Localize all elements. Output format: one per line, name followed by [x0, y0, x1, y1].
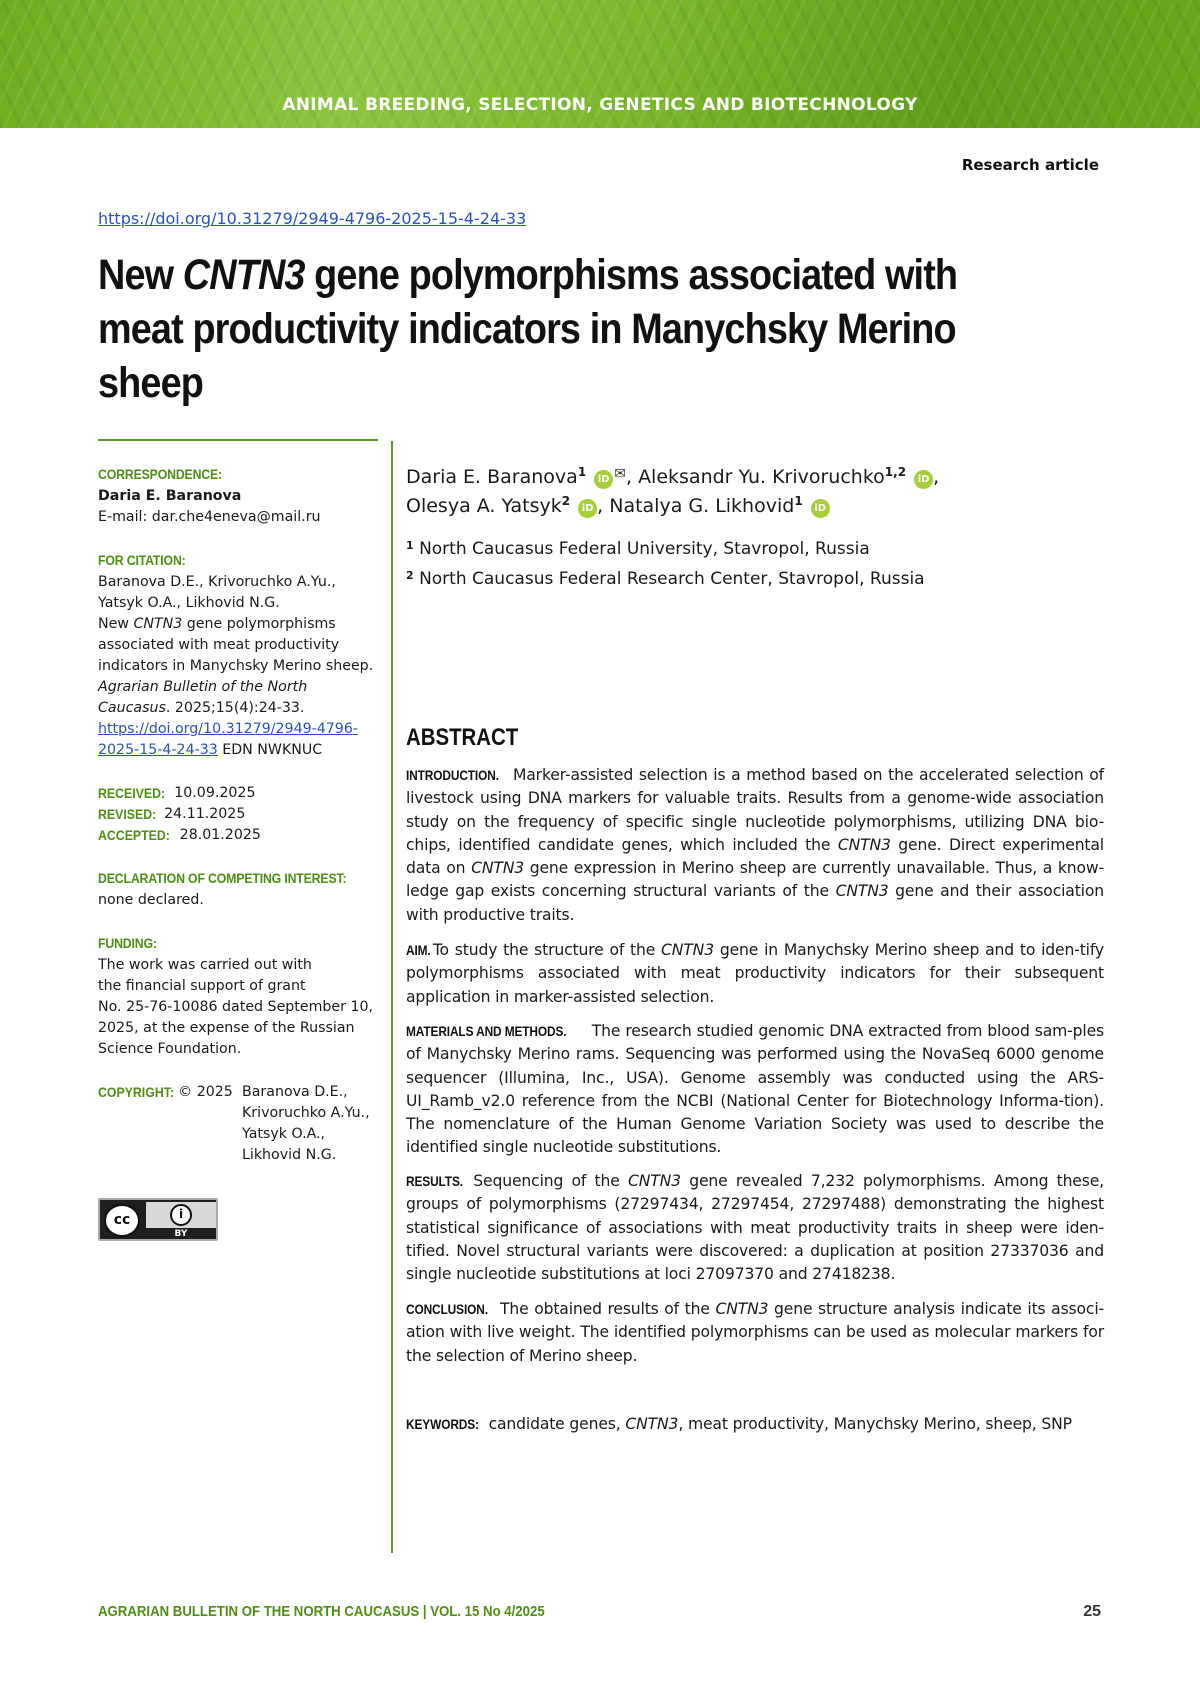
- revised-row: [98, 804, 380, 825]
- gene-name: CNTN3: [715, 1300, 769, 1318]
- affiliation-number: 2: [406, 569, 414, 582]
- cc-by-license-badge[interactable]: [98, 1198, 218, 1241]
- funding-line: No. 25-76-10086 dated September 10,: [98, 999, 374, 1015]
- conclusion-text: gene structure analysis indicate its associ-ation with live weight. The identified polymorphisms can be used as molecular markers for the selection of Merino sheep.: [406, 1300, 1104, 1365]
- orcid-icon[interactable]: iD: [811, 499, 830, 518]
- abstract-aim: [406, 939, 1104, 1009]
- methods-text: The research studied genomic DNA extracted from blood sam-ples of Manychsky Merino rams. Sequencing was performed using the NovaSeq 6000 genome sequencer (Illumina, Inc., USA). Genome assembly was conducted using the ARS-UI_Ramb_v2.0 reference from the NCBI (National Center for Biotechnology Informa-tion). The nomenclature of the Human Genome Variation Society was used to describe the identified single nucleotide substitutions.: [406, 1022, 1104, 1157]
- gene-name: CNTN3: [835, 882, 889, 901]
- received-label: RECEIVED:: [98, 785, 166, 801]
- copyright-year: © 2025: [178, 1084, 233, 1100]
- envelope-icon[interactable]: ✉: [614, 466, 626, 482]
- footer-journal-info: AGRARIAN BULLETIN OF THE NORTH CAUCASUS | VOL. 15 No 4/2025: [98, 1603, 545, 1620]
- article-type-label: Research article: [961, 156, 1099, 174]
- author-affiliation-sup: 1: [577, 465, 587, 479]
- author-affiliation-sup: 1: [794, 494, 803, 508]
- copyright-holder: Baranova D.E.,: [242, 1084, 348, 1100]
- received-date: 10.09.2025: [174, 785, 256, 801]
- column-divider: [391, 441, 393, 1553]
- author-name: Aleksandr Yu. Krivoruchko: [638, 466, 885, 488]
- citation-journal: Agrarian Bulletin of the North Caucasus: [98, 679, 308, 716]
- aim-label: AIM.: [406, 942, 431, 958]
- page-number: 25: [1083, 1603, 1101, 1620]
- abstract-methods: [406, 1020, 1104, 1160]
- sidebar: [98, 464, 380, 1166]
- declaration-text: none declared.: [98, 892, 204, 908]
- funding-line: Science Foundation.: [98, 1041, 242, 1057]
- copyright-holders: [242, 1082, 370, 1166]
- gene-name: CNTN3: [625, 1415, 679, 1433]
- dates-block: [98, 783, 380, 846]
- affiliation-1: [406, 538, 1106, 560]
- received-row: [98, 783, 380, 804]
- keywords-label: KEYWORDS:: [406, 1416, 479, 1432]
- abstract-introduction: [406, 764, 1104, 927]
- author-name: Natalya G. Likhovid: [609, 495, 795, 517]
- abstract-results: [406, 1170, 1104, 1286]
- funding-heading: FUNDING:: [98, 935, 157, 951]
- accepted-row: [98, 825, 380, 846]
- keywords-text: , meat productivity, Manychsky Merino, sheep, SNP: [678, 1415, 1072, 1433]
- author-list: Daria E. Baranova$^1$ iD ✉, Aleksandr Yu. Krivoruchko$^{1,2}$ iD , Olesya A. Yatsyk$^2$ iD , Natalya G. Likhovid$^1$ iD: [406, 460, 1106, 521]
- copyright-block: [98, 1082, 380, 1166]
- citation-issue: . 2025;15(4):24-33.: [165, 700, 305, 716]
- author-affiliation-sup: 2: [561, 494, 571, 508]
- title-part2: gene polymorphisms associated with meat productivity indicators in Manychsky Merino sheep: [98, 251, 958, 407]
- citation-authors-line1: Baranova D.E., Krivoruchko A.Yu.,: [98, 574, 336, 590]
- affiliation-number: 1: [406, 539, 414, 552]
- orcid-icon[interactable]: iD: [914, 470, 933, 489]
- affiliation-text: North Caucasus Federal University, Stavropol, Russia: [419, 539, 870, 559]
- results-label: RESULTS.: [406, 1173, 463, 1189]
- funding-line: The work was carried out with: [98, 957, 312, 973]
- citation-block: [98, 550, 380, 761]
- journal-section-title: ANIMAL BREEDING, SELECTION, GENETICS AND BIOTECHNOLOGY: [282, 95, 918, 115]
- conclusion-text: The obtained results of the: [494, 1300, 716, 1318]
- title-part1: New: [98, 251, 183, 299]
- cc-badge-light-panel: [146, 1202, 216, 1228]
- declaration-heading: DECLARATION OF COMPETING INTEREST:: [98, 870, 347, 886]
- revised-label: REVISED:: [98, 806, 157, 822]
- doi-link[interactable]: https://doi.org/10.31279/2949-4796-2025-15-4-24-33: [98, 209, 527, 228]
- citation-doi: [98, 719, 380, 761]
- accepted-date: 28.01.2025: [179, 827, 261, 843]
- citation-doi-link-line1[interactable]: https://doi.org/10.31279/2949-4796-: [98, 721, 358, 737]
- cc-by-label: BY: [174, 1229, 188, 1239]
- aim-text: gene in Manychsky Merino sheep and to iden-tify polymorphisms associated with meat productivity indicators for their subsequent application in marker-assisted selection.: [406, 941, 1104, 1006]
- methods-label: MATERIALS AND METHODS.: [406, 1023, 567, 1039]
- funding-line: 2025, at the expense of the Russian: [98, 1020, 355, 1036]
- introduction-text: gene and their association with productive traits.: [406, 882, 1104, 924]
- gene-name: CNTN3: [837, 835, 891, 854]
- results-text: Sequencing of the: [465, 1172, 628, 1190]
- copyright-holder: Likhovid N.G.: [242, 1147, 337, 1163]
- introduction-text: gene. Direct experimental data on: [406, 835, 1104, 878]
- affiliation-2: [406, 568, 1106, 590]
- article-title: [98, 248, 987, 410]
- abstract-conclusion: [406, 1298, 1104, 1368]
- citation-authors-line2: Yatsyk O.A., Likhovid N.G.: [98, 595, 280, 611]
- introduction-text: Marker-assisted selection is a method based on the accelerated selection of livestock using DNA markers for valuable traits. Results from a genome-wide association study on the frequency of specific single nucleotide polymorphisms, utilizing DNA bio-chips, identified candidate genes, which included the: [406, 766, 1104, 854]
- citation-edn: EDN NWKNUC: [217, 742, 323, 758]
- citation-title-post: gene polymorphisms associated with meat productivity indicators in Manychsky Merino sheep.: [98, 616, 374, 674]
- title-gene: CNTN3: [182, 251, 305, 299]
- citation-title-pre: New: [98, 616, 134, 632]
- author-affiliation-sup: 1,2: [884, 465, 907, 479]
- author-name: Olesya A. Yatsyk: [406, 495, 562, 517]
- funding-block: [98, 933, 380, 1060]
- copyright-holder: Yatsyk O.A.,: [242, 1126, 326, 1142]
- sidebar-top-rule: [98, 439, 378, 441]
- citation-text: [98, 614, 380, 719]
- funding-line: the financial support of grant: [98, 978, 306, 994]
- correspondence-email[interactable]: E-mail: dar.che4eneva@mail.ru: [98, 509, 321, 525]
- introduction-label: INTRODUCTION.: [406, 767, 499, 783]
- keywords-text: candidate genes,: [483, 1415, 626, 1433]
- header-banner: [0, 0, 1200, 128]
- introduction-text: gene expression in Merino sheep are currently unavailable. Thus, a know-ledge gap exists concerning structural variants of the: [406, 859, 1105, 901]
- revised-date: 24.11.2025: [164, 806, 246, 822]
- copyright-holder: Krivoruchko A.Yu.,: [242, 1105, 370, 1121]
- attribution-icon: i: [170, 1204, 192, 1226]
- accepted-label: ACCEPTED:: [98, 827, 170, 843]
- aim-text: To study the structure of the: [426, 941, 662, 959]
- copyright-heading: COPYRIGHT:: [98, 1084, 174, 1100]
- gene-name: CNTN3: [628, 1172, 681, 1190]
- affiliation-text: North Caucasus Federal Research Center, Stavropol, Russia: [419, 569, 925, 589]
- cc-icon: cc: [104, 1204, 140, 1237]
- gene-name: CNTN3: [471, 859, 524, 878]
- keywords: [406, 1413, 1104, 1436]
- abstract-heading: ABSTRACT: [406, 724, 519, 751]
- author-name: Daria E. Baranova: [406, 466, 578, 488]
- correspondence-heading: CORRESPONDENCE:: [98, 466, 222, 482]
- orcid-icon[interactable]: iD: [578, 499, 597, 518]
- correspondence-name: Daria E. Baranova: [98, 488, 242, 504]
- conclusion-label: CONCLUSION.: [406, 1301, 488, 1317]
- gene-name: CNTN3: [661, 941, 714, 959]
- citation-gene: CNTN3: [133, 616, 183, 632]
- citation-doi-link-line2[interactable]: 2025-15-4-24-33: [98, 742, 218, 758]
- orcid-icon[interactable]: iD: [594, 470, 613, 489]
- citation-heading: FOR CITATION:: [98, 552, 186, 568]
- results-text: gene revealed 7,232 polymorphisms. Among these, groups of polymorphisms (27297434, 27297454, 27297488) demonstrating the highest statistical significance of associations with meat productivity traits in sheep were iden-tified. Novel structural variants were discovered: a duplication at position 27337036 and single nucleotide substitutions at loci 27097370 and 27418238.: [406, 1172, 1104, 1284]
- correspondence-block: [98, 464, 380, 528]
- declaration-block: [98, 868, 380, 911]
